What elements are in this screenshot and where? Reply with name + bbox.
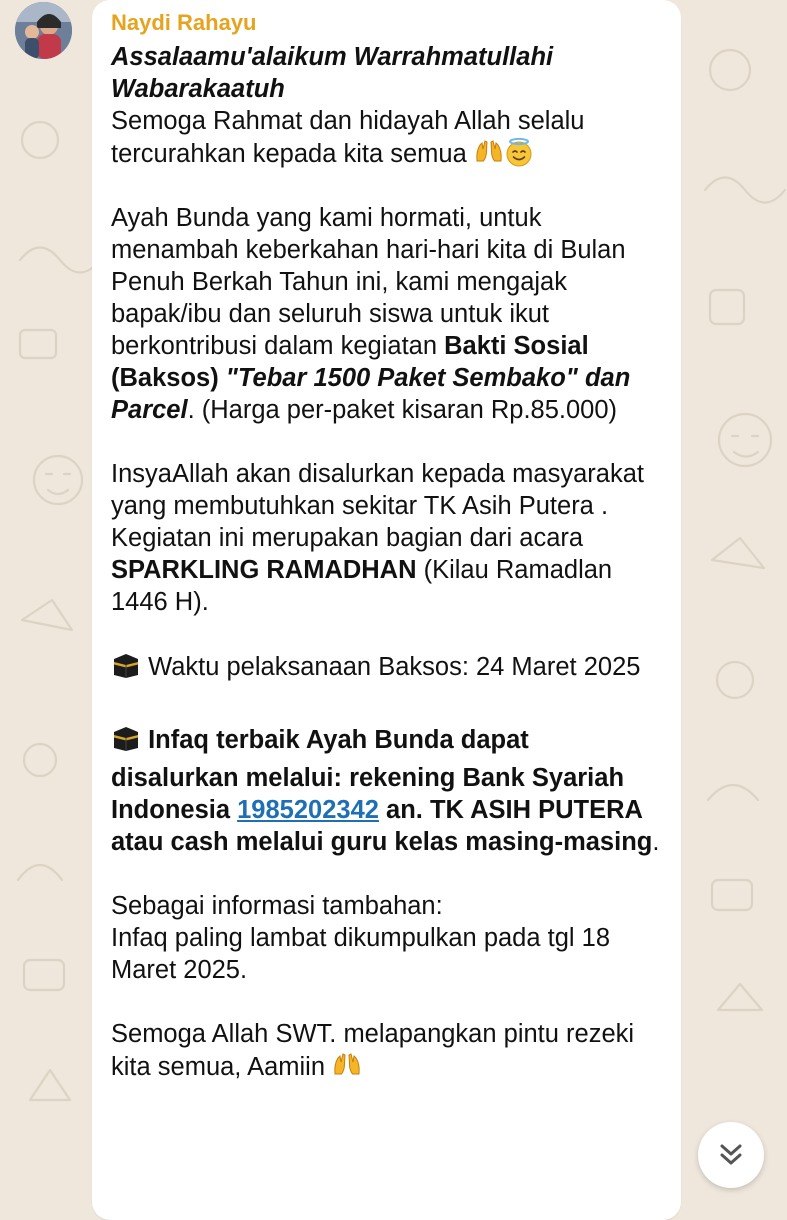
account-number-link[interactable]: 1985202342 (237, 796, 379, 824)
double-chevron-down-icon (714, 1138, 748, 1172)
message-text (111, 41, 666, 1083)
greeting-text: Assalaamu'alaikum Warrahmatullahi Wabarakaatuh (111, 43, 554, 103)
raising-hands-icon (332, 1050, 362, 1080)
smiling-face-with-halo-icon (504, 137, 534, 167)
paragraph-infaq: Infaq terbaik Ayah Bunda dapat (111, 723, 666, 756)
paragraph-closing: Semoga Allah SWT. melapangkan pintu rezeki kita semua, Aamiin (111, 1020, 635, 1081)
kaaba-icon (111, 723, 141, 753)
paragraph-schedule: Waktu pelaksanaan Baksos: 24 Maret 2025 (111, 650, 666, 683)
sender-avatar[interactable] (15, 2, 72, 59)
paragraph-distribution: InsyaAllah akan disalurkan kepada masyarakat yang membutuhkan sekitar TK Asih Putera . Kegiatan ini merupakan bagian dari acara SPARKLING RAMADHAN (Kilau Ramadlan 1446 H). (111, 460, 644, 616)
scroll-to-bottom-button[interactable] (698, 1122, 764, 1188)
paragraph-infaq-details: disalurkan melalui: rekening Bank Syariah Indonesia 1985202342 an. TK ASIH PUTERA atau cash melalui guru kelas masing-masing. (111, 764, 660, 856)
paragraph-info-heading: Sebagai informasi tambahan: (111, 892, 443, 920)
kaaba-icon (111, 650, 141, 680)
sender-name[interactable]: Naydi Rahayu (111, 10, 257, 35)
paragraph-deadline: Infaq paling lambat dikumpulkan pada tgl 18 Maret 2025. (111, 924, 611, 984)
paragraph-invitation: Ayah Bunda yang kami hormati, untuk menambah keberkahan hari-hari kita di Bulan Penuh Berkah Tahun ini, kami mengajak bapak/ibu dan seluruh siswa untuk ikut berkontribusi dalam kegiatan Bakti Sosial (Baksos) "Tebar 1500 Paket Sembako" dan Parcel. (Harga per-paket kisaran Rp.85.000) (111, 204, 631, 424)
paragraph-blessing: Semoga Rahmat dan hidayah Allah selalu tercurahkan kepada kita semua (111, 107, 585, 168)
raising-hands-icon (474, 137, 504, 167)
